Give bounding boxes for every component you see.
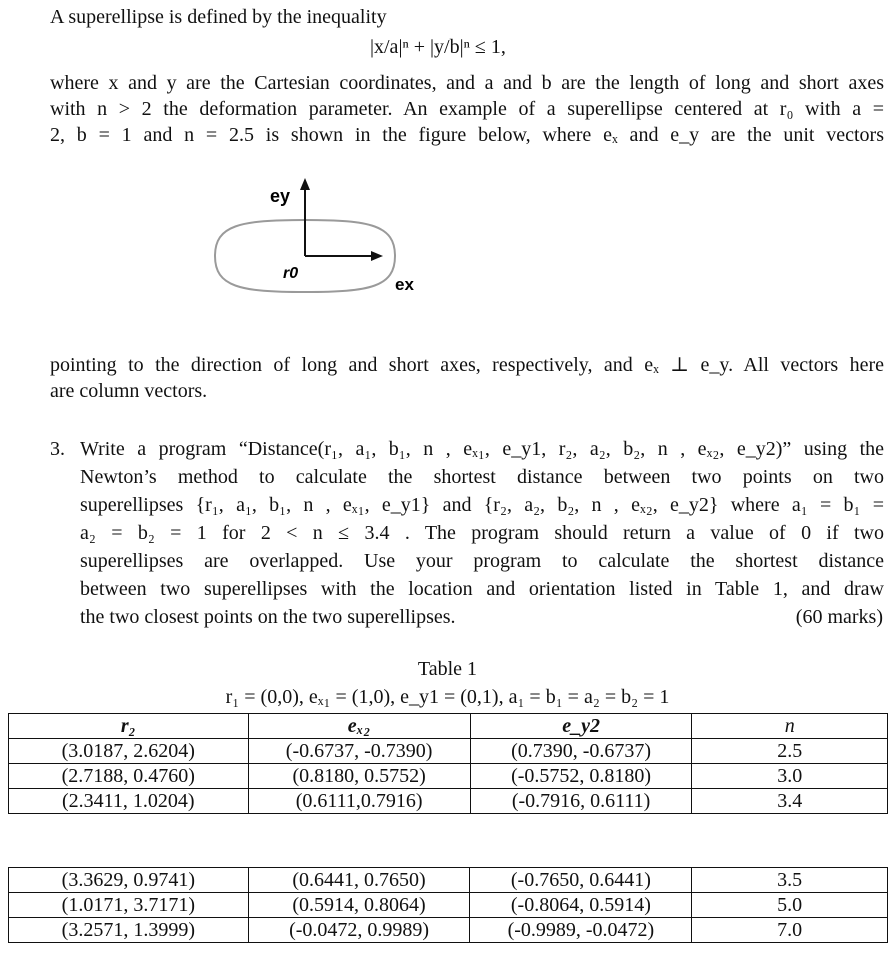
table-cell: 2.5 [692,739,888,764]
superellipse-figure [205,170,414,310]
table-row [9,893,888,918]
header-n: n [692,714,888,739]
ex-label: ex [395,275,414,294]
question-number: 3. [50,438,65,460]
table-1-top [8,713,888,814]
table-cell: (-0.6737, -0.7390) [248,739,470,764]
table-caption: Table 1 [417,658,478,680]
table-subcaption: r₁ = (0,0), eₓ₁ = (1,0), e_y1 = (0,1), a₁ = b₁ = a₂ = b₂ = 1 [225,686,670,708]
table-cell: (0.5914, 0.8064) [248,893,470,918]
intro-line-3: with n > 2 the deformation parameter. An example of a superellipse centered at r₀ with a = [50,98,884,120]
intro-line-1: A superellipse is defined by the inequality [50,6,387,28]
table-cell: (-0.8064, 0.5914) [470,893,692,918]
table-cell: (-0.0472, 0.9989) [248,918,470,943]
question-line-5: superellipses are overlapped. Use your program to calculate the shortest distance [80,550,884,572]
intro-line-2: where x and y are the Cartesian coordinates, and a and b are the length of long and short axes [50,72,884,94]
table-cell: (0.6441, 0.7650) [248,868,470,893]
table-row [9,764,888,789]
table-cell: 7.0 [692,918,888,943]
table-cell: 3.4 [692,789,888,814]
table-cell: (3.3629, 0.9741) [9,868,249,893]
question-line-6: between two superellipses with the location and orientation listed in Table 1, and draw [80,578,884,600]
superellipse-equation: |x/a|ⁿ + |y/b|ⁿ ≤ 1, [370,36,506,58]
question-line-1: Write a program “Distance(r₁, a₁, b₁, n , eₓ₁, e_y1, r₂, a₂, b₂, n , eₓ₂, e_y2)” using the [80,438,884,460]
ey-label: ey [270,186,291,206]
table-cell: (0.7390, -0.6737) [470,739,692,764]
ex-arrowhead [371,251,383,261]
table-cell: (0.8180, 0.5752) [248,764,470,789]
table-row [9,918,888,943]
question-marks: (60 marks) [795,606,883,628]
table-cell: (3.0187, 2.6204) [9,739,249,764]
r0-label: r0 [283,265,299,282]
header-ex2: eₓ₂ [248,714,470,739]
table-header-row [9,714,888,739]
table-cell: 5.0 [692,893,888,918]
table-cell: 3.0 [692,764,888,789]
table-cell: (2.3411, 1.0204) [9,789,249,814]
after-figure-line-2: are column vectors. [50,380,208,402]
table-cell: (-0.7650, 0.6441) [470,868,692,893]
table-1-bottom [8,867,888,943]
table-cell: (-0.9989, -0.0472) [470,918,692,943]
table-cell: (2.7188, 0.4760) [9,764,249,789]
table-row [9,739,888,764]
question-line-2: Newton’s method to calculate the shortest distance between two points on two [80,466,884,488]
question-line-7: the two closest points on the two superellipses. [80,606,456,628]
question-line-3: superellipses {r₁, a₁, b₁, n , eₓ₁, e_y1} and {r₂, a₂, b₂, n , eₓ₂, e_y2} where a₁ = b₁ = [80,494,884,516]
header-r2: r₂ [9,714,249,739]
table-cell: (0.6111,0.7916) [248,789,470,814]
table-cell: (3.2571, 1.3999) [9,918,249,943]
intro-line-4: 2, b = 1 and n = 2.5 is shown in the figure below, where eₓ and e_y are the unit vectors [50,124,884,146]
question-line-4: a₂ = b₂ = 1 for 2 < n ≤ 3.4 . The program should return a value of 0 if two [80,522,884,544]
table-cell: (-0.7916, 0.6111) [470,789,692,814]
table-cell: (-0.5752, 0.8180) [470,764,692,789]
header-ey2: e_y2 [470,714,692,739]
ey-arrowhead [300,178,310,190]
table-cell: (1.0171, 3.7171) [9,893,249,918]
table-row [9,868,888,893]
table-row [9,789,888,814]
after-figure-line-1: pointing to the direction of long and short axes, respectively, and eₓ ⊥ e_y. All vectors here [50,354,884,376]
table-cell: 3.5 [692,868,888,893]
